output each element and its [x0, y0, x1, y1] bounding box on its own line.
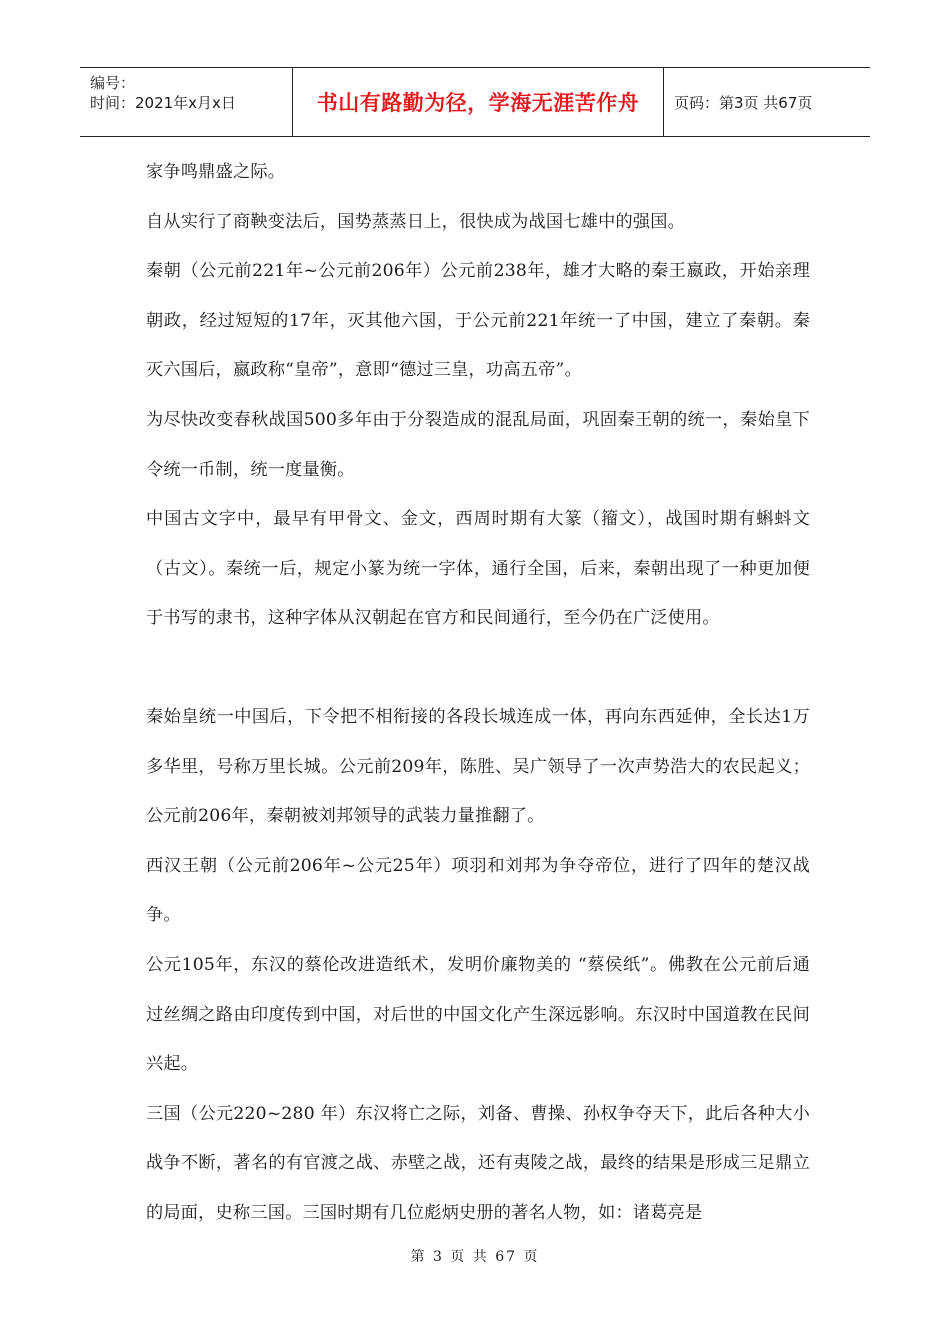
header-meta: [80, 68, 293, 137]
paragraph-spacer: [146, 644, 810, 693]
paragraph: 为尽快改变春秋战国500多年由于分裂造成的混乱局面，巩固秦王朝的统一，秦始皇下令统一币制，统一度量衡。: [146, 409, 810, 480]
header-page-info-cell: [664, 68, 871, 137]
paragraph: 家争鸣鼎盛之际。: [146, 162, 286, 182]
document-body: [146, 148, 810, 1238]
page-footer: 第 3 页 共 67 页: [410, 1249, 540, 1265]
paragraph: 公元105年，东汉的蔡伦改进造纸术，发明价廉物美的 “蔡侯纸”。佛教在公元前后通过丝绸之路由印度传到中国，对后世的中国文化产生深远影响。东汉时中国道教在民间兴起。: [146, 954, 810, 1075]
document-number-label: 编号：: [90, 74, 136, 92]
paragraph: 三国（公元220~280 年）东汉将亡之际，刘备、曹操、孙权争夺天下，此后各种大小战争不断，著名的有官渡之战、赤壁之战，还有夷陵之战，最终的结果是形成三足鼎立的局面，史称三国。三国时期有几位彪炳史册的著名人物，如：诸葛亮是: [146, 1103, 810, 1223]
header-motto: 书山有路勤为径，学海无涯苦作舟: [316, 91, 640, 115]
header-motto-cell: [293, 68, 664, 137]
document-date: 时间：2021年x月x日: [90, 94, 236, 112]
paragraph: 中国古文字中，最早有甲骨文、金文，西周时期有大篆（籀文），战国时期有蝌蚪文（古文）。秦统一后，规定小篆为统一字体，通行全国，后来，秦朝出现了一种更加便于书写的隶书，这种字体从汉朝起在官方和民间通行，至今仍在广泛使用。: [146, 509, 810, 629]
paragraph: 秦始皇统一中国后，下令把不相衔接的各段长城连成一体，再向东西延伸，全长达1万多华里，号称万里长城。公元前209年，陈胜、吴广领导了一次声势浩大的农民起义；公元前206年，秦朝被刘邦领导的武装力量推翻了。: [146, 706, 810, 827]
paragraph: 自从实行了商鞅变法后，国势蒸蒸日上，很快成为战国七雄中的强国。: [146, 211, 686, 232]
header-page-info: 页码：第3页 共67页: [674, 93, 813, 112]
paragraph: 秦朝（公元前221年~公元前206年）公元前238年，雄才大略的秦王嬴政，开始亲理朝政，经过短短的17年，灭其他六国，于公元前221年统一了中国，建立了秦朝。秦灭六国后，嬴政称“皇帝”，意即“德过三皇，功高五帝”。: [146, 261, 810, 381]
page-header: [80, 67, 870, 137]
paragraph: 西汉王朝（公元前206年~公元25年）项羽和刘邦为争夺帝位，进行了四年的楚汉战争。: [146, 855, 810, 926]
